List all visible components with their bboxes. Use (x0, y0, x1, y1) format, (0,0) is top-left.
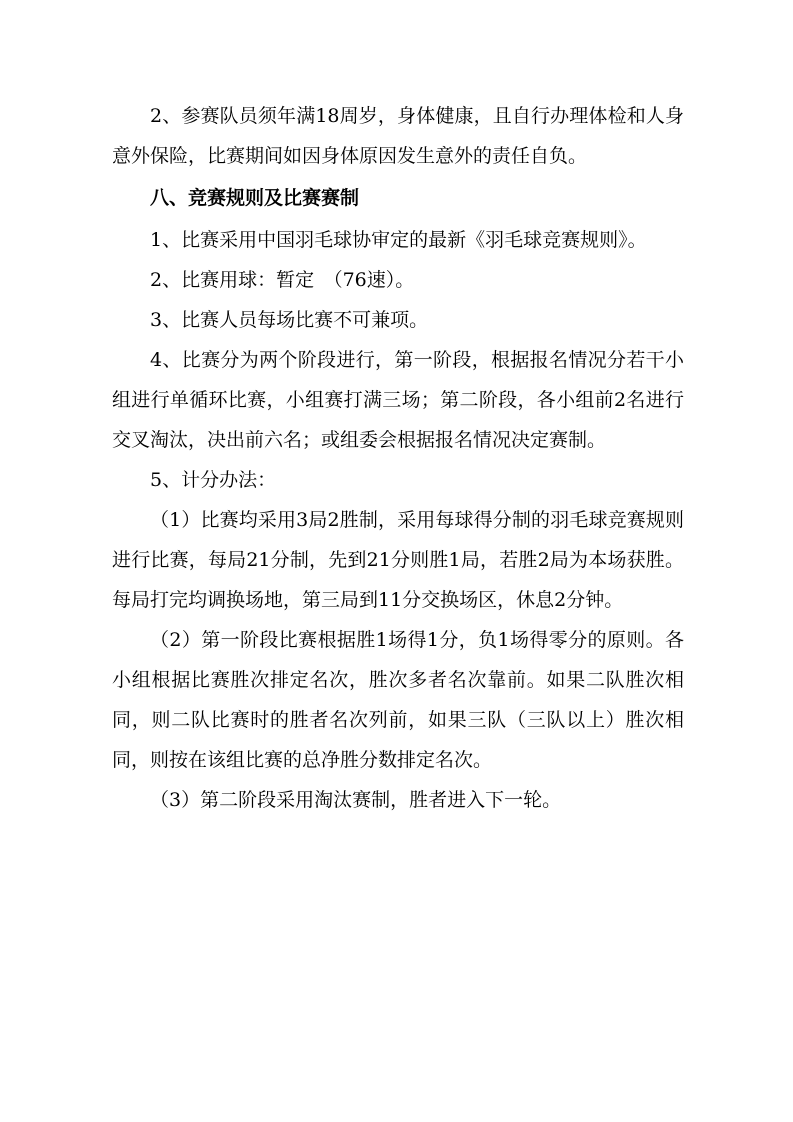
paragraph-stages: 4、比赛分为两个阶段进行，第一阶段，根据报名情况分若干小组进行单循环比赛，小组赛打满三场；第二阶段，各小组前2名进行交叉淘汰，决出前六名；或组委会根据报名情况决定赛制。 (112, 349, 684, 451)
paragraph-no-multi-events: 3、比赛人员每场比赛不可兼项。 (150, 309, 429, 331)
document-body (112, 96, 684, 820)
paragraph-scoring-1: （1）比赛均采用3局2胜制，采用每球得分制的羽毛球竞赛规则进行比赛，每局21分制，先到21分则胜1局，若胜2局为本场获胜。每局打完均调换场地，第三局到11分交换场区，休息2分钟。 (112, 509, 684, 611)
paragraph-scoring-2: （2）第一阶段比赛根据胜1场得1分，负1场得零分的原则。各小组根据比赛胜次排定名次，胜次多者名次靠前。如果二队胜次相同，则二队比赛时的胜者名次列前，如果三队（三队以上）胜次相同，则按在该组比赛的总净胜分数排定名次。 (112, 629, 684, 771)
paragraph-shuttlecock: 2、比赛用球：暂定 （76速）。 (150, 269, 415, 291)
paragraph-scoring-title: 5、计分办法： (150, 469, 277, 491)
paragraph-scoring-3: （3）第二阶段采用淘汰赛制，胜者进入下一轮。 (150, 789, 562, 811)
section-heading-rules: 八、竞赛规则及比赛赛制 (150, 187, 360, 209)
paragraph-rules-standard: 1、比赛采用中国羽毛球协审定的最新《羽毛球竞赛规则》。 (150, 229, 647, 251)
paragraph-age-insurance: 2、参赛队员须年满18周岁，身体健康，且自行办理体检和人身意外保险，比赛期间如因身体原因发生意外的责任自负。 (112, 105, 684, 167)
